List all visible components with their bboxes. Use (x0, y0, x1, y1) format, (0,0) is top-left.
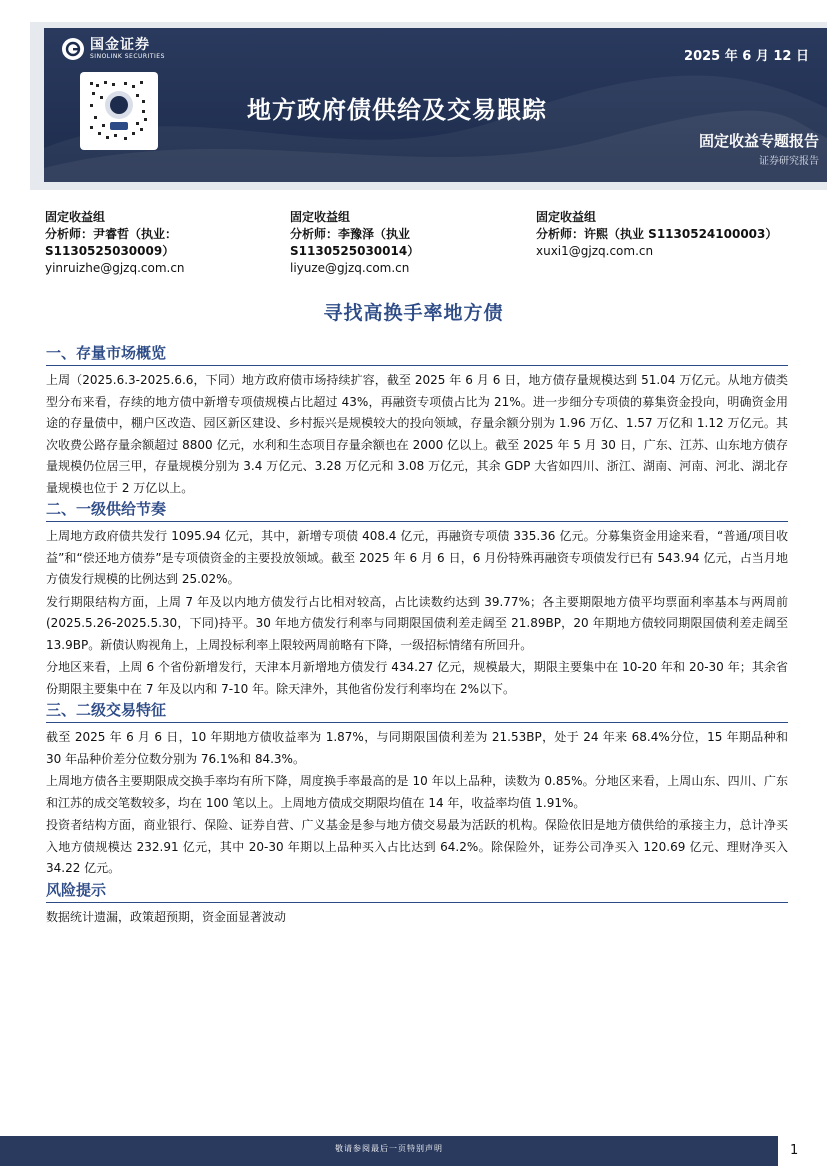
analyst-group: 固定收益组 (536, 210, 597, 224)
analyst-group: 固定收益组 (290, 210, 351, 224)
qr-code-icon (80, 72, 158, 150)
section-heading: 三、二级交易特征 (46, 701, 788, 723)
page-number: 1 (790, 1143, 799, 1158)
logo-mark-icon (62, 38, 84, 60)
section-paragraph: 上周地方债各主要期限成交换手率均有所下降，周度换手率最高的是 10 年以上品种，读数为 0.85%。分地区来看，上周山东、四川、广东和江苏的成交笔数较多，均在 100 笔以上。上周地方债成交期限均值在 14 年，收益率均值 1.91%。 (46, 774, 788, 810)
section-paragraph: 上周地方政府债共发行 1095.94 亿元，其中，新增专项债 408.4 亿元，再融资专项债 335.36 亿元。分募集资金用途来看，“普通/项目收益”和“偿还地方债券”是专项债资金的主要投放领域。截至 2025 年 6 月 6 日，6 月份特殊再融资专项债发行已有 543.94 亿元，占当月地方债发行规模的比例达到 25.02%。 (46, 529, 788, 586)
section-paragraph: 截至 2025 年 6 月 6 日，10 年期地方债收益率为 1.87%，与同期限国债利差为 21.53BP，处于 24 年来 68.4%分位，15 年期品种和 30 年品种价差分位数分别为 76.1%和 84.3%。 (46, 730, 788, 766)
section-heading: 二、一级供给节奏 (46, 500, 788, 522)
logo-cn: 国金证券 (90, 37, 150, 53)
analyst-group: 固定收益组 (45, 210, 106, 224)
analyst-2 (290, 209, 535, 277)
section-heading: 一、存量市场概览 (46, 344, 788, 366)
report-title: 地方政府债供给及交易跟踪 (247, 96, 547, 124)
section-paragraph: 投资者结构方面，商业银行、保险、证券自营、广义基金是参与地方债交易最为活跃的机构。保险依旧是地方债供给的承接主力，总计净买入地方债规模达 232.91 亿元，其中 20-30 年期以上品种买入占比达到 64.2%。除保险外，证券公司净买入 120.69 亿元、理财净买入 34.22 亿元。 (46, 818, 788, 875)
report-subtype: 证券研究报告 (759, 156, 819, 167)
section-paragraph: 发行期限结构方面，上周 7 年及以内地方债发行占比相对较高，占比读数约达到 39.77%；各主要期限地方债平均票面利率基本与两周前(2025.5.26-2025.5.30，下同)持平。30 年地方债发行利率与同期限国债利差走阔至 21.89BP，20 年期地方债较同期限国债利差走阔至 13.9BP。新债认购视角上，上周投标利率上限较两周前略有下降，一级招标情绪有所回升。 (46, 594, 788, 652)
report-date: 2025 年 6 月 12 日 (684, 49, 809, 64)
section-paragraph: 分地区来看，上周 6 个省份新增发行，天津本月新增地方债发行 434.27 亿元，规模最大，期限主要集中在 10-20 年和 20-30 年；其余省份期限主要集中在 7 年及以内和 7-10 年。除天津外，其他省份发行利率均在 2%以下。 (46, 660, 788, 696)
section-paragraph: 上周（2025.6.3-2025.6.6，下同）地方政府债市场持续扩容，截至 2025 年 6 月 6 日，地方债存量规模达到 51.04 万亿元。从地方债类型分布来看，存续的地方债中新增专项债规模占比超过 43%，再融资专项债占比为 21%。进一步细分专项债的募集资金投向，明确资金用途的存量债中，棚户区改造、园区新区建设、乡村振兴是规模较大的投向领域，存量余额分别为 1.96 万亿、1.57 万亿和 1.12 万亿元。其次收费公路存量余额超过 8800 亿元，水利和生态项目存量余额也在 2000 亿以上。截至 2025 年 5 月 30 日，广东、江苏、山东地方债存量规模仍位居三甲，存量规模分别为 3.4 万亿元、3.28 万亿元和 3.08 万亿元，其余 GDP 大省如四川、浙江、湖南、河南、河北、湖北存量规模也位于 2 万亿以上。 (46, 373, 788, 495)
logo-en: SINOLINK SECURITIES (90, 53, 165, 60)
analyst-3 (536, 209, 805, 260)
section-paragraph: 数据统计遗漏，政策超预期，资金面显著波动 (46, 909, 287, 924)
analyst-name: 分析师：李豫泽（执业 S1130525030014） (290, 227, 420, 258)
analyst-email[interactable]: liyuze@gjzq.com.cn (290, 261, 410, 275)
analyst-name: 分析师：尹睿哲（执业：S1130525030009） (45, 227, 178, 258)
report-type: 固定收益专题报告 (698, 132, 819, 150)
analyst-name: 分析师：许熙（执业 S1130524100003） (536, 227, 778, 241)
analyst-email[interactable]: xuxi1@gjzq.com.cn (536, 244, 654, 258)
company-logo (62, 38, 165, 60)
section-heading: 风险提示 (46, 881, 788, 903)
analyst-1 (45, 209, 290, 277)
report-body (46, 344, 788, 929)
analyst-email[interactable]: yinruizhe@gjzq.com.cn (45, 261, 185, 275)
document-title: 寻找高换手率地方债 (323, 302, 504, 324)
footer-disclaimer: 敬请参阅最后一页特别声明 (335, 1144, 443, 1153)
